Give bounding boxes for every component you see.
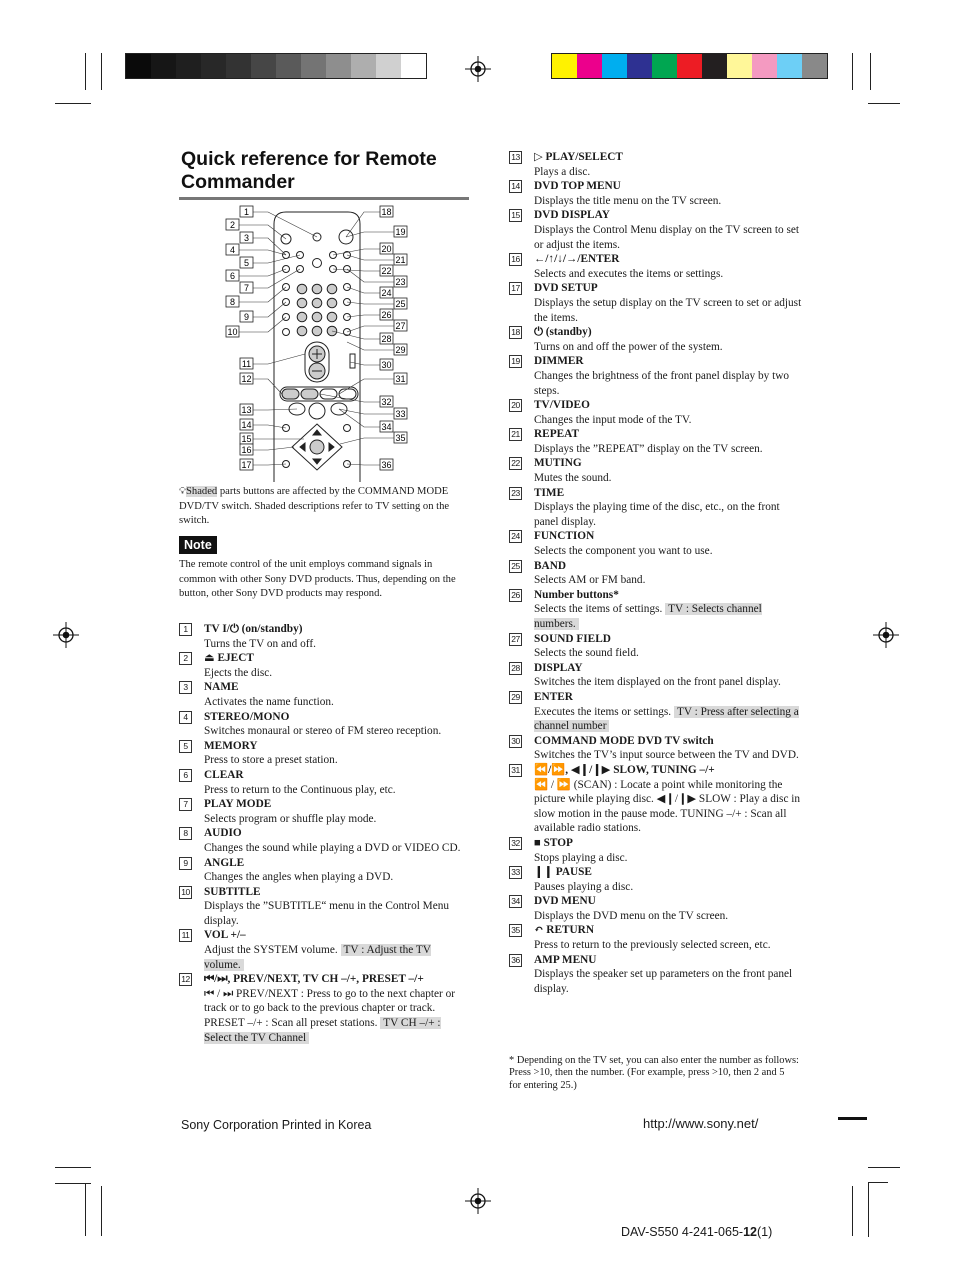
item-name: TV I/⏻ (on/standby) bbox=[204, 623, 303, 635]
callout-leader-line bbox=[347, 302, 394, 304]
item-description-text: Displays the Control Menu display on the TV screen to set or adjust the items. bbox=[534, 223, 800, 251]
item-name: SOUND FIELD bbox=[534, 632, 611, 645]
item-number: 18 bbox=[509, 326, 522, 339]
process-color-swatch bbox=[802, 54, 827, 78]
sony-url[interactable]: http://www.sony.net/ bbox=[643, 1116, 759, 1131]
callout-number: 15 bbox=[241, 434, 252, 444]
page-title: Quick reference for Remote Commander bbox=[181, 148, 437, 193]
item-number: 33 bbox=[509, 866, 522, 879]
item-description-text: Ejects the disc. bbox=[204, 666, 273, 679]
item-description-text: ⏮ / ⏭ PREV/NEXT : Press to go to the next chapter or track or to go back to the previous chapter or track. PRESET –/+ : Scan all preset stations. bbox=[204, 987, 456, 1030]
shaded-note-text: parts buttons are affected by the COMMAND MODE DVD/TV switch. Shaded descriptions refer to TV setting on the switch. bbox=[179, 486, 450, 526]
button-description-item bbox=[179, 651, 461, 680]
item-description-text: Adjust the SYSTEM volume. bbox=[204, 944, 338, 957]
item-number: 26 bbox=[509, 589, 522, 602]
item-description bbox=[534, 413, 804, 428]
callout-leader-line bbox=[253, 302, 286, 317]
item-name: FUNCTION bbox=[534, 530, 595, 543]
callout-number: 33 bbox=[395, 409, 406, 419]
callout-number: 2 bbox=[229, 220, 236, 230]
item-name: CLEAR bbox=[204, 768, 244, 781]
item-description bbox=[534, 194, 804, 209]
process-color-swatch bbox=[602, 54, 627, 78]
item-description bbox=[534, 675, 804, 690]
process-color-swatch bbox=[627, 54, 652, 78]
item-description bbox=[204, 943, 461, 972]
item-description-text: Changes the angles when playing a DVD. bbox=[204, 871, 394, 884]
gray-swatch bbox=[151, 54, 176, 78]
button-description-item bbox=[179, 710, 461, 739]
item-name: MUTING bbox=[534, 457, 582, 470]
callout-number: 14 bbox=[241, 420, 252, 430]
registration-target-icon bbox=[873, 622, 899, 648]
item-description bbox=[204, 666, 461, 681]
gray-swatch bbox=[251, 54, 276, 78]
button-description-item bbox=[509, 588, 804, 632]
item-description bbox=[534, 267, 804, 282]
gray-swatch bbox=[126, 54, 151, 78]
item-description-text: Switches the TV’s input source between the TV and DVD. bbox=[534, 749, 799, 762]
callout-leader-line bbox=[333, 269, 380, 271]
item-number: 19 bbox=[509, 355, 522, 368]
item-number: 2 bbox=[179, 652, 192, 665]
callout-leader-line bbox=[347, 287, 380, 293]
item-description-text: Changes the sound while playing a DVD or VIDEO CD. bbox=[204, 841, 461, 854]
callout-number: 18 bbox=[381, 207, 392, 217]
callout-number: 4 bbox=[229, 245, 236, 255]
button-description-item bbox=[509, 734, 804, 763]
button-description-item bbox=[509, 953, 804, 997]
process-color-swatch bbox=[727, 54, 752, 78]
item-description-text: Displays the title menu on the TV screen. bbox=[534, 194, 722, 207]
item-description bbox=[204, 724, 461, 739]
item-description bbox=[534, 340, 804, 355]
button-description-item bbox=[509, 427, 804, 456]
callout-number: 34 bbox=[381, 422, 392, 432]
item-description bbox=[534, 471, 804, 486]
footnote-mark: * bbox=[509, 1055, 515, 1066]
callout-number: 1 bbox=[243, 207, 250, 217]
shaded-parts-note bbox=[179, 485, 464, 529]
callout-number: 20 bbox=[381, 244, 392, 254]
item-name: AUDIO bbox=[204, 827, 242, 840]
gray-scale-bar bbox=[125, 53, 427, 79]
callout-leader-line bbox=[239, 269, 286, 276]
callout-number: 16 bbox=[241, 445, 252, 455]
item-description-text: Changes the input mode of the TV. bbox=[534, 413, 692, 426]
item-number: 27 bbox=[509, 633, 522, 646]
callout-number: 6 bbox=[229, 271, 236, 281]
button-description-item bbox=[509, 398, 804, 427]
callout-number: 23 bbox=[395, 277, 406, 287]
model-code-prefix: DAV-S550 4-241-065- bbox=[621, 1225, 744, 1239]
gray-swatch bbox=[301, 54, 326, 78]
footnote-text: Depending on the TV set, you can also enter the number as follows: Press >10, then the number. (For example, press >10, then 2 and 5 for entering 25.) bbox=[509, 1055, 799, 1091]
item-description-text: Displays the ”SUBTITLE“ menu in the Control Menu display. bbox=[204, 900, 450, 927]
button-description-item bbox=[509, 559, 804, 588]
item-number: 28 bbox=[509, 662, 522, 675]
callout-leader-line bbox=[253, 212, 317, 237]
button-description-item bbox=[509, 763, 804, 836]
item-name: ❙❙ PAUSE bbox=[534, 866, 592, 879]
callout-number: 24 bbox=[381, 288, 392, 298]
item-description bbox=[204, 899, 461, 928]
callout-leader-line bbox=[347, 255, 394, 260]
item-name: ←/↑/↓/→/ENTER bbox=[534, 253, 620, 266]
callout-number: 13 bbox=[241, 405, 252, 415]
item-number: 24 bbox=[509, 530, 522, 543]
item-name: NAME bbox=[204, 681, 239, 694]
callout-leader-line bbox=[253, 255, 300, 263]
item-description bbox=[534, 938, 804, 953]
callout-number: 7 bbox=[243, 283, 250, 293]
item-description-text: Displays the setup display on the TV screen to set or adjust the items. bbox=[534, 296, 802, 324]
item-description bbox=[204, 841, 461, 856]
item-description-text: Displays the playing time of the disc, etc., on the front panel display. bbox=[534, 501, 780, 528]
shaded-word: Shaded bbox=[186, 486, 218, 497]
item-number: 8 bbox=[179, 827, 192, 840]
callout-leader-line bbox=[347, 464, 380, 465]
callout-number: 27 bbox=[395, 321, 406, 331]
item-tv-description: TV : Adjust the TV volume. bbox=[204, 944, 431, 971]
gray-swatch bbox=[376, 54, 401, 78]
button-description-item bbox=[179, 680, 461, 709]
item-description-text: Plays a disc. bbox=[534, 165, 591, 178]
callout-leader-line bbox=[253, 464, 286, 465]
item-name: ⏪/⏩, ◀❙/❙▶ SLOW, TUNING –/+ bbox=[534, 763, 715, 776]
item-description bbox=[534, 544, 804, 559]
item-name: ↶ RETURN bbox=[534, 924, 594, 937]
process-color-bar bbox=[551, 53, 828, 79]
item-description-text: Executes the items or settings. bbox=[534, 705, 672, 718]
item-description bbox=[534, 748, 804, 763]
button-description-item bbox=[509, 150, 804, 179]
button-description-item bbox=[509, 281, 804, 325]
item-number: 31 bbox=[509, 764, 522, 777]
item-name: BAND bbox=[534, 559, 567, 572]
item-name: DIMMER bbox=[534, 355, 584, 368]
item-description-text: Selects the items of settings. bbox=[534, 603, 663, 616]
item-description bbox=[534, 851, 804, 866]
footnote bbox=[509, 1055, 799, 1092]
item-number: 12 bbox=[179, 973, 192, 986]
item-name: ■ STOP bbox=[534, 836, 573, 849]
item-description bbox=[534, 369, 804, 398]
callout-leader-line bbox=[340, 438, 394, 444]
button-list-right bbox=[509, 150, 804, 996]
item-description-text: Selects the component you want to use. bbox=[534, 545, 713, 558]
registration-target-icon bbox=[53, 622, 79, 648]
gray-swatch bbox=[176, 54, 201, 78]
item-number: 3 bbox=[179, 681, 192, 694]
button-description-item bbox=[509, 632, 804, 661]
item-name: ENTER bbox=[534, 690, 573, 703]
item-number: 17 bbox=[509, 282, 522, 295]
item-description-text: Displays the DVD menu on the TV screen. bbox=[534, 909, 729, 922]
process-color-swatch bbox=[702, 54, 727, 78]
item-number: 16 bbox=[509, 253, 522, 266]
button-description-item bbox=[509, 456, 804, 485]
item-description bbox=[534, 442, 804, 457]
item-number: 1 bbox=[179, 623, 192, 636]
item-description-text: Press to return to the previously selected screen, etc. bbox=[534, 939, 771, 952]
item-number: 7 bbox=[179, 798, 192, 811]
item-description bbox=[204, 753, 461, 768]
model-code-suffix: (1) bbox=[756, 1225, 773, 1239]
item-description-text: Selects and executes the items or settings. bbox=[534, 267, 724, 280]
note-text: The remote control of the unit employs command signals in common with other Sony DVD products. Thus, depending on the button, other Sony DVD products may respond. bbox=[179, 559, 456, 599]
item-number: 4 bbox=[179, 711, 192, 724]
callout-number: 30 bbox=[381, 360, 392, 370]
item-number: 29 bbox=[509, 691, 522, 704]
callout-number: 11 bbox=[241, 359, 252, 369]
item-description-text: Selects the sound field. bbox=[534, 647, 639, 660]
button-description-item bbox=[509, 354, 804, 398]
title-rule bbox=[179, 197, 469, 200]
gray-swatch bbox=[326, 54, 351, 78]
button-description-item bbox=[179, 928, 461, 972]
item-description bbox=[534, 500, 804, 529]
button-description-item bbox=[509, 690, 804, 734]
item-description bbox=[204, 987, 461, 1045]
callout-number: 28 bbox=[381, 334, 392, 344]
button-description-item bbox=[179, 972, 461, 1045]
item-tv-description: TV : Press after selecting a channel number bbox=[534, 705, 799, 733]
process-color-swatch bbox=[777, 54, 802, 78]
item-name: ⏏ EJECT bbox=[204, 652, 254, 665]
item-name: DVD TOP MENU bbox=[534, 180, 621, 193]
callout-leader-line bbox=[347, 326, 394, 332]
item-description bbox=[204, 637, 461, 652]
callouts-left bbox=[226, 206, 317, 470]
item-name: REPEAT bbox=[534, 428, 579, 441]
item-description bbox=[534, 778, 804, 836]
item-description-text: Press to store a preset station. bbox=[204, 754, 338, 767]
button-description-item bbox=[179, 826, 461, 855]
callout-number: 12 bbox=[241, 374, 252, 384]
callout-number: 29 bbox=[395, 345, 406, 355]
callout-number: 21 bbox=[395, 255, 406, 265]
item-name: PLAY MODE bbox=[204, 798, 272, 811]
callout-number: 31 bbox=[395, 374, 406, 384]
callout-leader-line bbox=[253, 269, 300, 288]
item-description-text: Pauses playing a disc. bbox=[534, 880, 634, 893]
callout-number: 22 bbox=[381, 266, 392, 276]
remote-commander-diagram bbox=[222, 202, 414, 482]
item-name: ⏮/⏭, PREV/NEXT, TV CH –/+, PRESET –/+ bbox=[204, 973, 424, 986]
item-name: ▷ PLAY/SELECT bbox=[534, 151, 623, 163]
item-name: SUBTITLE bbox=[204, 885, 261, 898]
item-number: 21 bbox=[509, 428, 522, 441]
item-name: TV/VIDEO bbox=[534, 399, 590, 412]
callout-leader-line bbox=[332, 331, 380, 339]
item-number: 32 bbox=[509, 837, 522, 850]
item-name: TIME bbox=[534, 486, 565, 499]
item-name: AMP MENU bbox=[534, 953, 597, 966]
item-description-text: Turns on and off the power of the system. bbox=[534, 340, 723, 353]
item-number: 25 bbox=[509, 560, 522, 573]
callout-leader-line bbox=[347, 315, 380, 317]
item-description-text: Press to return to the Continuous play, etc. bbox=[204, 783, 396, 796]
item-description-text: Switches monaural or stereo of FM stereo reception. bbox=[204, 725, 442, 738]
callout-number: 36 bbox=[381, 460, 392, 470]
item-description-text: Switches the item displayed on the front panel display. bbox=[534, 676, 781, 689]
item-name: ⏻ (standby) bbox=[534, 326, 592, 339]
item-description-text: Mutes the sound. bbox=[534, 472, 612, 485]
callout-number: 17 bbox=[241, 460, 252, 470]
item-description bbox=[534, 705, 804, 734]
button-description-item bbox=[509, 836, 804, 865]
gray-swatch bbox=[201, 54, 226, 78]
callout-leader-line bbox=[253, 379, 282, 394]
callout-number: 9 bbox=[243, 312, 250, 322]
registration-target-icon bbox=[465, 1188, 491, 1214]
callout-leader-line bbox=[253, 354, 305, 364]
item-description bbox=[204, 783, 461, 798]
button-description-item bbox=[179, 885, 461, 929]
button-description-item bbox=[179, 739, 461, 768]
item-number: 9 bbox=[179, 857, 192, 870]
button-description-item bbox=[179, 856, 461, 885]
item-description bbox=[534, 602, 804, 631]
gray-swatch bbox=[401, 54, 426, 78]
callout-leader-line bbox=[253, 425, 286, 428]
process-color-swatch bbox=[652, 54, 677, 78]
callout-number: 3 bbox=[243, 233, 250, 243]
item-description-text: Changes the brightness of the front panel display by two steps. bbox=[534, 369, 790, 397]
item-name: DVD DISPLAY bbox=[534, 209, 610, 222]
button-description-item bbox=[509, 208, 804, 252]
item-number: 30 bbox=[509, 735, 522, 748]
item-description bbox=[204, 812, 461, 827]
callout-number: 19 bbox=[395, 227, 406, 237]
item-number: 5 bbox=[179, 740, 192, 753]
item-name: VOL +/– bbox=[204, 929, 246, 942]
button-description-item bbox=[179, 797, 461, 826]
callout-number: 26 bbox=[381, 310, 392, 320]
printer-credit: Sony Corporation Printed in Korea bbox=[181, 1118, 372, 1132]
item-description bbox=[534, 165, 804, 180]
item-number: 14 bbox=[509, 180, 522, 193]
callouts-right bbox=[320, 206, 407, 470]
gray-swatch bbox=[351, 54, 376, 78]
item-description bbox=[534, 223, 804, 252]
item-description-text: Displays the ”REPEAT” display on the TV screen. bbox=[534, 442, 763, 455]
item-description-text: Selects AM or FM band. bbox=[534, 574, 646, 587]
tip-icon: 💡︎ bbox=[179, 486, 186, 497]
item-number: 20 bbox=[509, 399, 522, 412]
button-description-item bbox=[509, 661, 804, 690]
item-number: 34 bbox=[509, 895, 522, 908]
callout-number: 25 bbox=[395, 299, 406, 309]
item-description bbox=[534, 967, 804, 996]
item-number: 11 bbox=[179, 929, 192, 942]
button-list-left bbox=[179, 622, 461, 1045]
item-description bbox=[534, 909, 804, 924]
item-number: 6 bbox=[179, 769, 192, 782]
button-description-item bbox=[509, 325, 804, 354]
item-number: 23 bbox=[509, 487, 522, 500]
item-description-text: Activates the name function. bbox=[204, 695, 334, 708]
button-description-item bbox=[509, 179, 804, 208]
button-description-item bbox=[179, 622, 461, 651]
button-description-item bbox=[509, 894, 804, 923]
item-description bbox=[534, 573, 804, 588]
callout-number: 32 bbox=[381, 397, 392, 407]
item-description bbox=[204, 695, 461, 710]
item-description bbox=[534, 296, 804, 325]
item-description-text: Displays the speaker set up parameters on the front panel display. bbox=[534, 968, 793, 995]
model-code bbox=[621, 1225, 772, 1239]
callout-number: 8 bbox=[229, 297, 236, 307]
gray-swatch bbox=[276, 54, 301, 78]
item-number: 15 bbox=[509, 209, 522, 222]
item-name: ANGLE bbox=[204, 856, 245, 869]
item-name: Number buttons* bbox=[534, 588, 619, 601]
callout-leader-line bbox=[239, 250, 286, 255]
note-badge: Note bbox=[179, 536, 217, 554]
process-color-swatch bbox=[577, 54, 602, 78]
item-description bbox=[534, 880, 804, 895]
item-tv-description: TV CH –/+ : Select the TV Channel bbox=[204, 1017, 441, 1044]
button-description-item bbox=[179, 768, 461, 797]
item-name: MEMORY bbox=[204, 739, 258, 752]
callout-number: 5 bbox=[243, 258, 250, 268]
item-description-text: Stops playing a disc. bbox=[534, 851, 628, 864]
callout-number: 10 bbox=[227, 327, 238, 337]
page-marker bbox=[838, 1117, 867, 1120]
callout-leader-line bbox=[333, 249, 380, 255]
process-color-swatch bbox=[677, 54, 702, 78]
item-number: 35 bbox=[509, 924, 522, 937]
item-name: DVD MENU bbox=[534, 895, 596, 908]
callout-number: 35 bbox=[395, 433, 406, 443]
item-name: COMMAND MODE DVD TV switch bbox=[534, 734, 714, 747]
button-description-item bbox=[509, 252, 804, 281]
gray-swatch bbox=[226, 54, 251, 78]
button-description-item bbox=[509, 486, 804, 530]
process-color-swatch bbox=[552, 54, 577, 78]
registration-target-icon bbox=[465, 56, 491, 82]
item-description bbox=[534, 646, 804, 661]
item-number: 13 bbox=[509, 151, 522, 164]
item-name: DVD SETUP bbox=[534, 282, 598, 295]
button-description-item bbox=[509, 923, 804, 952]
item-name: STEREO/MONO bbox=[204, 710, 290, 723]
model-code-page: 12 bbox=[743, 1225, 757, 1239]
item-description-text: Turns the TV on and off. bbox=[204, 637, 316, 650]
item-name: DISPLAY bbox=[534, 661, 583, 674]
process-color-swatch bbox=[752, 54, 777, 78]
item-tv-description: TV : Selects channel numbers. bbox=[534, 603, 762, 630]
button-description-item bbox=[509, 529, 804, 558]
item-description-text: ⏪ / ⏩ (SCAN) : Locate a point while monitoring the picture while playing disc. ◀❙/❙▶ SLOW : Play a disc in slow motion in the pause mode. TUNING –/+ : Scan all available radio stations. bbox=[534, 778, 801, 835]
item-number: 22 bbox=[509, 457, 522, 470]
item-number: 10 bbox=[179, 886, 192, 899]
button-description-item bbox=[509, 865, 804, 894]
item-description-text: Selects program or shuffle play mode. bbox=[204, 812, 377, 825]
item-description bbox=[204, 870, 461, 885]
item-number: 36 bbox=[509, 954, 522, 967]
